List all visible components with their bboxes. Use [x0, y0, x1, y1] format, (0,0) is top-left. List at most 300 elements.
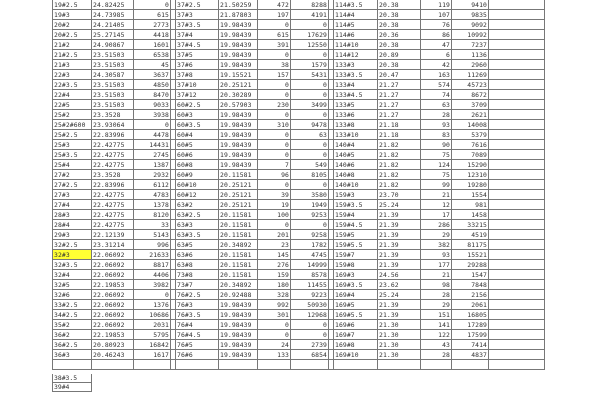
table-cell[interactable]: 37#4 [176, 30, 219, 40]
table-cell[interactable]: 21.82 [378, 170, 421, 180]
table-cell[interactable]: 133#3 [334, 60, 378, 70]
table-cell[interactable]: 0 [291, 110, 329, 120]
table-cell[interactable]: 615 [258, 30, 291, 40]
table-cell[interactable]: 25#3 [52, 140, 92, 150]
table-cell[interactable]: 42 [421, 60, 452, 70]
table-cell[interactable]: 29 [421, 230, 452, 240]
table-cell[interactable]: 21.39 [378, 240, 421, 250]
table-cell[interactable]: 4406 [134, 270, 171, 280]
table-cell[interactable]: 11269 [452, 70, 489, 80]
table-cell[interactable]: 32#5 [52, 280, 92, 290]
table-cell[interactable]: 992 [258, 300, 291, 310]
table-cell[interactable]: 159#5.5 [334, 240, 378, 250]
table-cell[interactable]: 27#2.5 [52, 180, 92, 190]
table-cell[interactable]: 20.11581 [219, 210, 258, 220]
table-cell[interactable]: 27#4 [52, 200, 92, 210]
table-cell[interactable]: 20.11581 [219, 250, 258, 260]
table-cell[interactable]: 301 [258, 310, 291, 320]
table-cell[interactable]: 2773 [134, 20, 171, 30]
table-cell[interactable]: 4191 [291, 10, 329, 20]
table-cell[interactable]: 63#2.5 [176, 210, 219, 220]
table-cell[interactable] [489, 220, 545, 230]
table-cell[interactable]: 22.42775 [92, 220, 134, 230]
table-cell[interactable]: 12968 [291, 310, 329, 320]
table-cell[interactable]: 574 [421, 80, 452, 90]
table-cell[interactable]: 21.82 [378, 150, 421, 160]
table-cell[interactable]: 29288 [452, 260, 489, 270]
table-cell[interactable]: 169#3 [334, 270, 378, 280]
table-cell[interactable]: 3938 [134, 110, 171, 120]
table-cell[interactable]: 169#10 [334, 350, 378, 360]
table-cell[interactable]: 17 [421, 210, 452, 220]
table-cell[interactable]: 22#3 [52, 70, 92, 80]
table-cell[interactable]: 14431 [134, 140, 171, 150]
table-cell[interactable]: 0 [258, 320, 291, 330]
table-cell[interactable]: 22.83996 [92, 130, 134, 140]
table-cell[interactable]: 60#8 [176, 160, 219, 170]
table-cell[interactable]: 21 [421, 190, 452, 200]
table-cell[interactable]: 23 [258, 240, 291, 250]
trailing-row[interactable] [52, 374, 92, 383]
table-cell[interactable]: 20.47 [378, 70, 421, 80]
table-cell[interactable]: 151 [421, 310, 452, 320]
table-cell[interactable]: 17599 [452, 330, 489, 340]
table-cell[interactable]: 24.90867 [92, 40, 134, 50]
table-cell[interactable] [489, 20, 545, 30]
table-cell[interactable]: 36#3 [52, 350, 92, 360]
table-cell[interactable]: 60#2.5 [176, 100, 219, 110]
table-cell[interactable]: 19#2.5 [52, 0, 92, 10]
table-cell[interactable]: 96 [258, 170, 291, 180]
table-cell[interactable]: 21.39 [378, 300, 421, 310]
table-cell[interactable]: 159#4 [334, 210, 378, 220]
table-cell[interactable]: 133#3.5 [334, 70, 378, 80]
table-cell[interactable]: 159#3.5 [334, 200, 378, 210]
table-cell[interactable]: 19.98439 [219, 160, 258, 170]
spreadsheet-grid[interactable] [52, 0, 550, 372]
table-cell[interactable]: 1601 [134, 40, 171, 50]
table-cell[interactable]: 23.51503 [92, 80, 134, 90]
table-cell[interactable]: 21.30 [378, 340, 421, 350]
table-cell[interactable]: 21.39 [378, 230, 421, 240]
table-cell[interactable]: 3709 [452, 100, 489, 110]
table-cell[interactable]: 37#8 [176, 70, 219, 80]
table-cell[interactable]: 35#2 [52, 320, 92, 330]
table-cell[interactable] [489, 120, 545, 130]
table-cell[interactable]: 32#4 [52, 270, 92, 280]
table-cell[interactable]: 22.06092 [92, 250, 134, 260]
table-cell[interactable] [489, 50, 545, 60]
table-cell[interactable]: 1579 [291, 60, 329, 70]
table-cell[interactable]: 24.82425 [92, 0, 134, 10]
table-cell[interactable]: 28 [421, 290, 452, 300]
table-cell[interactable]: 14999 [291, 260, 329, 270]
table-cell[interactable]: 22.42775 [92, 150, 134, 160]
table-cell[interactable]: 21.30 [378, 350, 421, 360]
table-cell[interactable]: 0 [291, 180, 329, 190]
table-cell[interactable]: 122 [421, 330, 452, 340]
table-cell[interactable]: 21.30 [378, 320, 421, 330]
table-cell[interactable]: 21.27 [378, 90, 421, 100]
table-cell[interactable]: 201 [258, 230, 291, 240]
table-cell[interactable] [489, 80, 545, 90]
table-cell[interactable]: 19.98439 [219, 60, 258, 70]
table-cell[interactable]: 21#3 [52, 60, 92, 70]
table-cell[interactable]: 21.39 [378, 260, 421, 270]
table-cell[interactable]: 114#5 [334, 20, 378, 30]
table-cell[interactable]: 21.39 [378, 250, 421, 260]
table-cell[interactable]: 25#2.5 [52, 130, 92, 140]
table-cell[interactable]: 0 [258, 90, 291, 100]
table-cell[interactable]: 114#4 [334, 10, 378, 20]
table-cell[interactable]: 21.82 [378, 140, 421, 150]
table-cell[interactable]: 21.39 [378, 220, 421, 230]
table-cell[interactable]: 4418 [134, 30, 171, 40]
table-cell[interactable]: 133#10 [334, 130, 378, 140]
table-cell[interactable]: 9223 [291, 290, 329, 300]
table-cell[interactable]: 98 [421, 280, 452, 290]
table-cell[interactable]: 19.98439 [219, 120, 258, 130]
table-cell[interactable]: 37#10 [176, 80, 219, 90]
table-cell[interactable] [489, 100, 545, 110]
table-cell[interactable]: 23.3528 [92, 170, 134, 180]
table-cell[interactable]: 60#3 [176, 110, 219, 120]
table-cell[interactable]: 93 [421, 120, 452, 130]
table-cell[interactable]: 21.82 [378, 180, 421, 190]
table-cell[interactable]: 157 [258, 70, 291, 80]
table-cell[interactable]: 0 [258, 50, 291, 60]
table-cell[interactable]: 19.98439 [219, 130, 258, 140]
table-cell[interactable]: 16842 [134, 340, 171, 350]
table-cell[interactable]: 180 [258, 280, 291, 290]
table-cell[interactable]: 145 [258, 250, 291, 260]
table-cell[interactable]: 114#6 [334, 30, 378, 40]
table-cell[interactable]: 28 [421, 110, 452, 120]
table-cell[interactable]: 159#8 [334, 260, 378, 270]
table-cell[interactable]: 21.50259 [219, 0, 258, 10]
table-cell[interactable]: 1949 [291, 200, 329, 210]
table-cell[interactable]: 169#4 [334, 290, 378, 300]
table-cell[interactable]: 86 [421, 30, 452, 40]
table-cell[interactable]: 37#5 [176, 50, 219, 60]
table-cell[interactable]: 25.24 [378, 290, 421, 300]
table-cell[interactable]: 9092 [452, 20, 489, 30]
table-cell[interactable]: 23.62 [378, 280, 421, 290]
table-cell[interactable]: 996 [134, 240, 171, 250]
table-cell[interactable]: 20.25121 [219, 200, 258, 210]
table-cell[interactable]: 22.06092 [92, 290, 134, 300]
table-cell[interactable]: 1136 [452, 50, 489, 60]
table-cell[interactable] [489, 130, 545, 140]
table-cell[interactable]: 7237 [452, 40, 489, 50]
table-cell[interactable]: 36#2 [52, 330, 92, 340]
table-cell[interactable]: 28#4 [52, 220, 92, 230]
table-cell[interactable]: 197 [258, 10, 291, 20]
table-cell[interactable]: 50930 [291, 300, 329, 310]
table-cell[interactable]: 4783 [134, 190, 171, 200]
table-cell[interactable]: 25#4 [52, 160, 92, 170]
table-cell[interactable]: 169#6 [334, 320, 378, 330]
table-cell[interactable]: 159#3 [334, 190, 378, 200]
table-cell[interactable]: 230 [258, 100, 291, 110]
table-cell[interactable]: 9253 [291, 210, 329, 220]
table-cell[interactable] [291, 360, 329, 370]
table-cell[interactable]: 21.18 [378, 120, 421, 130]
table-cell[interactable]: 114#10 [334, 40, 378, 50]
table-cell[interactable]: 1387 [134, 160, 171, 170]
table-cell[interactable]: 23.93064 [92, 120, 134, 130]
table-cell[interactable]: 24.73985 [92, 10, 134, 20]
table-cell[interactable]: 549 [291, 160, 329, 170]
table-cell[interactable]: 2156 [452, 290, 489, 300]
table-cell[interactable]: 76#3.5 [176, 310, 219, 320]
table-cell[interactable]: 21.30 [378, 330, 421, 340]
table-cell[interactable]: 60#6 [176, 150, 219, 160]
table-cell[interactable]: 0 [258, 150, 291, 160]
table-cell[interactable]: 159 [258, 270, 291, 280]
table-cell[interactable]: 25#3.5 [52, 150, 92, 160]
table-cell[interactable]: 38 [258, 60, 291, 70]
table-cell[interactable]: 12310 [452, 170, 489, 180]
table-cell[interactable]: 76#2.5 [176, 290, 219, 300]
table-cell[interactable]: 16805 [452, 310, 489, 320]
table-cell[interactable] [334, 360, 378, 370]
table-cell[interactable]: 20.46243 [92, 350, 134, 360]
table-cell[interactable]: 5431 [291, 70, 329, 80]
table-cell[interactable]: 32#2.5 [52, 240, 92, 250]
table-cell[interactable]: 7616 [452, 140, 489, 150]
table-cell[interactable]: 12550 [291, 40, 329, 50]
table-cell[interactable]: 21.39 [378, 310, 421, 320]
table-cell[interactable]: 133#8 [334, 120, 378, 130]
table-cell[interactable] [489, 210, 545, 220]
table-cell[interactable]: 22#5 [52, 100, 92, 110]
table-cell[interactable] [489, 140, 545, 150]
table-cell[interactable] [134, 360, 171, 370]
table-cell[interactable]: 36#2.5 [52, 340, 92, 350]
table-cell[interactable]: 63#2 [176, 200, 219, 210]
table-cell[interactable]: 20.36 [378, 30, 421, 40]
table-cell[interactable]: 76 [421, 20, 452, 30]
table-cell[interactable]: 25.24 [378, 200, 421, 210]
table-cell[interactable]: 90 [421, 140, 452, 150]
table-cell[interactable]: 8120 [134, 210, 171, 220]
table-cell[interactable]: 3637 [134, 70, 171, 80]
table-cell[interactable]: 75 [421, 150, 452, 160]
table-cell[interactable]: 20.57903 [219, 100, 258, 110]
table-cell[interactable]: 37#4.5 [176, 40, 219, 50]
table-cell[interactable]: 21.27 [378, 80, 421, 90]
table-cell[interactable]: 29#3 [52, 230, 92, 240]
table-cell[interactable]: 28 [421, 350, 452, 360]
table-cell[interactable] [489, 300, 545, 310]
table-cell[interactable]: 169#5.5 [334, 310, 378, 320]
table-cell[interactable]: 9033 [134, 100, 171, 110]
table-cell[interactable]: 0 [258, 180, 291, 190]
table-cell[interactable]: 20.38 [378, 10, 421, 20]
table-cell[interactable]: 37#6 [176, 60, 219, 70]
table-cell[interactable]: 27#2 [52, 170, 92, 180]
table-cell[interactable]: 22.42775 [92, 200, 134, 210]
table-cell[interactable]: 4745 [291, 250, 329, 260]
table-cell[interactable]: 45723 [452, 80, 489, 90]
table-cell[interactable] [92, 360, 134, 370]
table-cell[interactable]: 93 [421, 250, 452, 260]
table-cell[interactable]: 1458 [452, 210, 489, 220]
table-cell[interactable] [52, 360, 92, 370]
table-cell[interactable]: 20.11581 [219, 230, 258, 240]
table-cell[interactable]: 0 [291, 50, 329, 60]
table-cell[interactable] [489, 70, 545, 80]
table-cell[interactable]: 19 [258, 200, 291, 210]
table-cell[interactable]: 34#2.5 [52, 310, 92, 320]
table-cell[interactable]: 20.38 [378, 60, 421, 70]
table-cell[interactable]: 286 [421, 220, 452, 230]
table-cell[interactable]: 21.87803 [219, 10, 258, 20]
table-cell[interactable]: 60#3.5 [176, 120, 219, 130]
table-cell[interactable] [489, 40, 545, 50]
table-cell[interactable]: 22.06092 [92, 260, 134, 270]
table-cell[interactable] [489, 160, 545, 170]
table-cell[interactable]: 19.98439 [219, 320, 258, 330]
table-cell[interactable]: 19.98439 [219, 350, 258, 360]
table-cell[interactable]: 163 [421, 70, 452, 80]
table-cell[interactable]: 19.98439 [219, 140, 258, 150]
table-cell[interactable]: 76#5 [176, 340, 219, 350]
table-cell[interactable]: 37#3 [176, 10, 219, 20]
table-cell[interactable]: 8288 [291, 0, 329, 10]
table-cell[interactable]: 2745 [134, 150, 171, 160]
table-cell[interactable]: 63#3 [176, 220, 219, 230]
table-cell[interactable]: 20.11581 [219, 170, 258, 180]
table-cell[interactable]: 5143 [134, 230, 171, 240]
table-cell[interactable]: 21.27 [378, 110, 421, 120]
table-cell[interactable]: 7089 [452, 150, 489, 160]
table-cell[interactable]: 9835 [452, 10, 489, 20]
table-cell[interactable]: 19.98439 [219, 20, 258, 30]
table-cell[interactable]: 37#3.5 [176, 20, 219, 30]
table-cell[interactable]: 39 [258, 190, 291, 200]
table-cell[interactable]: 2061 [452, 300, 489, 310]
table-cell[interactable]: 20.11581 [219, 270, 258, 280]
table-cell[interactable]: 22#3.5 [52, 80, 92, 90]
table-cell[interactable] [489, 190, 545, 200]
table-cell[interactable]: 47 [421, 40, 452, 50]
table-cell[interactable]: 159#5 [334, 230, 378, 240]
table-cell[interactable]: 6112 [134, 180, 171, 190]
table-cell[interactable]: 981 [452, 200, 489, 210]
table-cell[interactable]: 114#12 [334, 50, 378, 60]
table-cell[interactable]: 19.98439 [219, 50, 258, 60]
table-cell[interactable]: 12 [421, 200, 452, 210]
table-cell[interactable]: 9410 [452, 0, 489, 10]
table-cell[interactable]: 1617 [134, 350, 171, 360]
table-cell[interactable]: 22.06092 [92, 300, 134, 310]
table-cell[interactable] [489, 260, 545, 270]
table-cell[interactable]: 75 [421, 170, 452, 180]
table-cell[interactable]: 19.98439 [219, 110, 258, 120]
table-cell[interactable]: 25#2 [52, 110, 92, 120]
table-cell[interactable]: 391 [258, 40, 291, 50]
table-cell[interactable]: 3982 [134, 280, 171, 290]
table-cell[interactable]: 23.51503 [92, 90, 134, 100]
table-cell[interactable] [489, 360, 545, 370]
table-cell[interactable]: 81175 [452, 240, 489, 250]
table-cell[interactable]: 10992 [452, 30, 489, 40]
table-cell[interactable]: 2739 [291, 340, 329, 350]
table-cell[interactable]: 169#8 [334, 340, 378, 350]
table-cell[interactable]: 63#5 [176, 240, 219, 250]
table-cell[interactable]: 24 [258, 340, 291, 350]
table-cell[interactable]: 22.06092 [92, 270, 134, 280]
table-cell[interactable]: 45 [134, 60, 171, 70]
table-cell[interactable]: 7 [258, 160, 291, 170]
table-cell[interactable]: 6538 [134, 50, 171, 60]
table-cell[interactable] [489, 240, 545, 250]
table-cell[interactable]: 20#2.5 [52, 30, 92, 40]
table-cell[interactable] [489, 90, 545, 100]
table-cell[interactable]: 133#5 [334, 100, 378, 110]
table-cell[interactable]: 20.25121 [219, 180, 258, 190]
table-cell[interactable]: 73#8 [176, 270, 219, 280]
table-cell[interactable] [489, 320, 545, 330]
table-cell[interactable]: 10686 [134, 310, 171, 320]
table-cell[interactable]: 21#2 [52, 40, 92, 50]
table-cell[interactable]: 119 [421, 0, 452, 10]
table-cell[interactable]: 4850 [134, 80, 171, 90]
table-cell[interactable]: 20.11581 [219, 260, 258, 270]
table-cell[interactable]: 9258 [291, 230, 329, 240]
table-cell[interactable]: 20.11581 [219, 220, 258, 230]
table-cell[interactable]: 0 [134, 290, 171, 300]
table-cell[interactable]: 19.98439 [219, 150, 258, 160]
table-cell[interactable]: 8105 [291, 170, 329, 180]
table-cell[interactable] [489, 250, 545, 260]
table-cell[interactable] [378, 360, 421, 370]
table-cell[interactable]: 8817 [134, 260, 171, 270]
table-cell[interactable] [219, 360, 258, 370]
table-cell[interactable]: 60#4 [176, 130, 219, 140]
table-cell[interactable]: 7414 [452, 340, 489, 350]
table-cell[interactable]: 22.19853 [92, 330, 134, 340]
table-cell[interactable] [452, 360, 489, 370]
table-cell[interactable]: 140#6 [334, 160, 378, 170]
table-cell[interactable]: 310 [258, 120, 291, 130]
table-cell[interactable]: 20#2 [52, 20, 92, 30]
table-cell[interactable]: 22.06092 [92, 310, 134, 320]
table-cell[interactable]: 19.98439 [219, 300, 258, 310]
table-cell[interactable]: 19.98439 [219, 310, 258, 320]
table-cell[interactable]: 140#4 [334, 140, 378, 150]
table-cell[interactable]: 11455 [291, 280, 329, 290]
table-cell[interactable]: 20.25121 [219, 80, 258, 90]
table-cell[interactable]: 28#3 [52, 210, 92, 220]
table-cell[interactable]: 140#10 [334, 180, 378, 190]
table-cell[interactable] [489, 150, 545, 160]
table-cell[interactable]: 0 [258, 80, 291, 90]
table-cell[interactable] [421, 360, 452, 370]
table-cell[interactable]: 29 [421, 300, 452, 310]
table-cell[interactable]: 328 [258, 290, 291, 300]
table-cell[interactable] [489, 340, 545, 350]
table-cell[interactable]: 21.27 [378, 100, 421, 110]
table-cell[interactable]: 0 [134, 0, 171, 10]
table-cell[interactable]: 20.92488 [219, 290, 258, 300]
table-cell[interactable]: 63 [291, 130, 329, 140]
table-cell[interactable]: 0 [258, 330, 291, 340]
table-cell[interactable] [489, 350, 545, 360]
table-cell[interactable]: 8470 [134, 90, 171, 100]
